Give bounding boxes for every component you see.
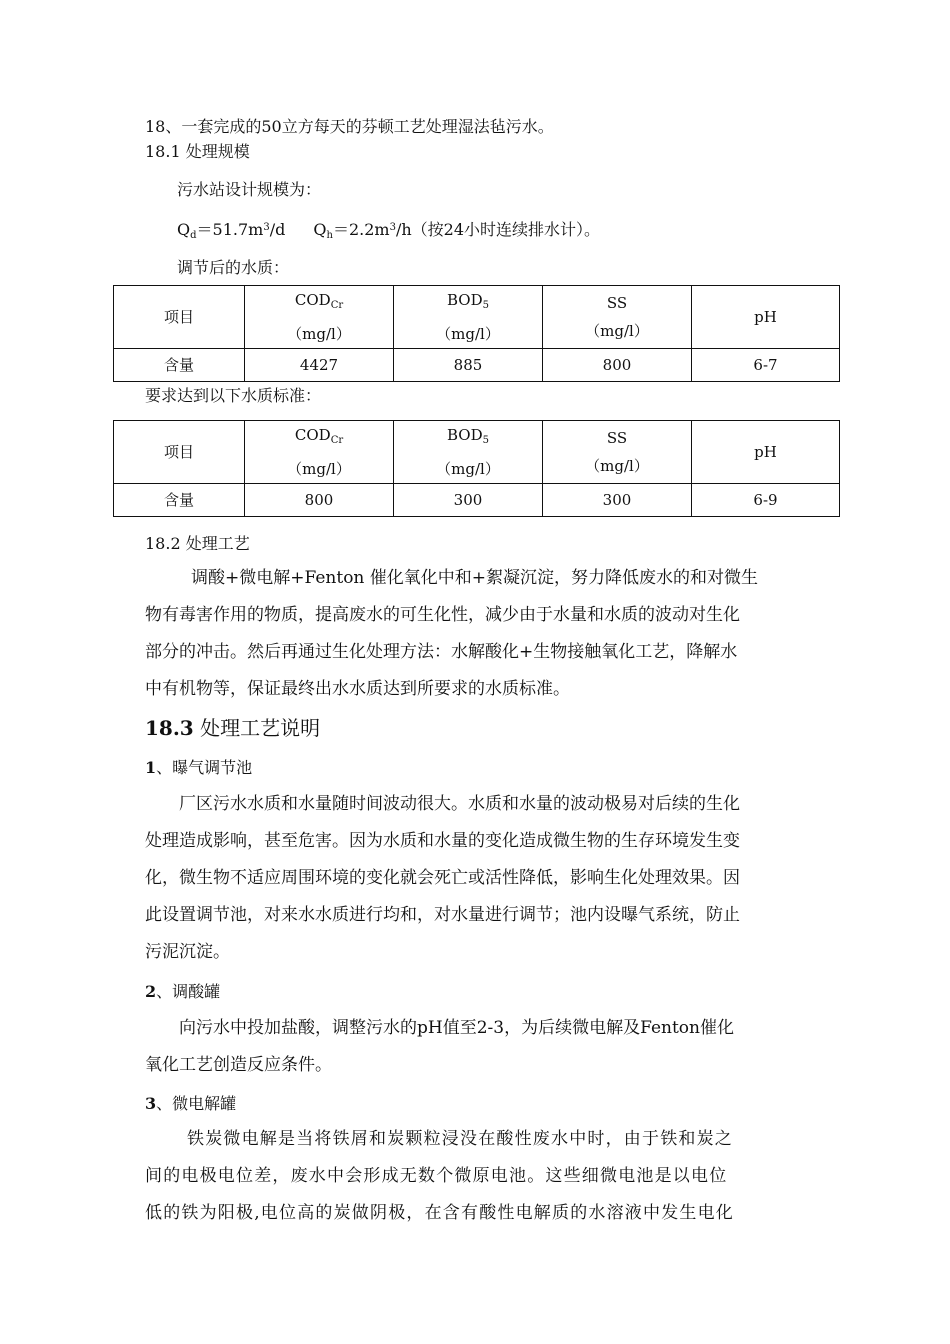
required-standard-label: 要求达到以下水质标准： <box>145 386 322 405</box>
section-18-2-title: 18.2 处理工艺 <box>145 534 250 553</box>
table-header-row <box>114 286 840 349</box>
qh-value: ＝2.2m <box>332 220 390 239</box>
section-18-3-title: 18.3 处理工艺说明 <box>145 716 321 740</box>
adjusted-quality-table <box>113 285 840 382</box>
qh-unit: /h（按24小时连续排水计）。 <box>395 220 600 239</box>
qh-symbol: Q <box>313 220 327 239</box>
header-ss: SS （mg/l） <box>543 421 692 484</box>
qd-subscript: d <box>190 230 197 241</box>
header-ph: pH <box>692 421 840 484</box>
header-item: 项目 <box>114 421 245 484</box>
item-3-title: 3、微电解罐 <box>145 1094 237 1113</box>
paragraph-line: 铁炭微电解是当将铁屑和炭颗粒浸没在酸性废水中时，由于铁和炭之 <box>187 1129 733 1149</box>
header-ss: SS （mg/l） <box>543 286 692 349</box>
value-ss: 300 <box>543 484 692 517</box>
qd-unit: /d <box>269 220 286 239</box>
paragraph-line: 中有机物等，保证最终出水水质达到所要求的水质标准。 <box>145 679 570 699</box>
paragraph-line: 氧化工艺创造反应条件。 <box>145 1055 332 1075</box>
value-ph: 6-9 <box>692 484 840 517</box>
item-2-title: 2、调酸罐 <box>145 982 221 1001</box>
header-item: 项目 <box>114 286 245 349</box>
paragraph-line: 低的铁为阳极,电位高的炭做阴极，在含有酸性电解质的水溶液中发生电化 <box>145 1203 735 1223</box>
paragraph-line: 部分的冲击。然后再通过生化处理方法：水解酸化+生物接触氧化工艺，降解水 <box>145 642 738 662</box>
paragraph-line: 间的电极电位差，废水中会形成无数个微原电池。这些细微电池是以电位 <box>145 1166 728 1186</box>
header-bod: $BOD_5$ （mg/l） <box>394 421 543 484</box>
heading-18: 18、一套完成的50立方每天的芬顿工艺处理湿法毡污水。 <box>145 117 554 136</box>
item-1-paragraph <box>145 786 807 971</box>
paragraph-line: 厂区污水水质和水量随时间波动很大。水质和水量的波动极易对后续的生化 <box>179 794 740 814</box>
value-ph: 6-7 <box>692 349 840 382</box>
flow-formula <box>177 218 600 246</box>
row-label: 含量 <box>114 349 245 382</box>
paragraph-line: 污泥沉淀。 <box>145 942 230 962</box>
row-label: 含量 <box>114 484 245 517</box>
header-ph: pH <box>692 286 840 349</box>
process-paragraph <box>145 560 807 708</box>
qh-subscript: h <box>326 230 333 241</box>
paragraph-line: 此设置调节池，对来水水质进行均和，对水量进行调节；池内设曝气系统，防止 <box>145 905 740 925</box>
table-header-row <box>114 421 840 484</box>
section-18-1-title: 18.1 处理规模 <box>145 142 250 161</box>
adjusted-quality-label: 调节后的水质： <box>177 258 290 277</box>
paragraph-line: 处理造成影响，甚至危害。因为水质和水量的变化造成微生物的生存环境发生变 <box>145 831 740 851</box>
header-cod: $COD_{Cr}$ （mg/l） <box>245 286 394 349</box>
value-cod: 800 <box>245 484 394 517</box>
item-1-title: 1、曝气调节池 <box>145 758 253 777</box>
item-3-paragraph <box>145 1121 807 1232</box>
table-row <box>114 349 840 382</box>
required-standard-table <box>113 420 840 517</box>
qd-symbol: Q <box>177 220 191 239</box>
value-bod: 300 <box>394 484 543 517</box>
design-scale-intro: 污水站设计规模为： <box>177 180 322 199</box>
paragraph-line: 物有毒害作用的物质，提高废水的可生化性，减少由于水量和水质的波动对生化 <box>145 605 740 625</box>
value-ss: 800 <box>543 349 692 382</box>
value-bod: 885 <box>394 349 543 382</box>
table-row <box>114 484 840 517</box>
header-cod: $COD_{Cr}$ （mg/l） <box>245 421 394 484</box>
header-bod: $BOD_5$ （mg/l） <box>394 286 543 349</box>
qh-superscript: 3 <box>389 222 396 233</box>
item-2-paragraph <box>145 1010 807 1084</box>
qd-superscript: 3 <box>263 222 270 233</box>
paragraph-line: 向污水中投加盐酸，调整污水的pH值至2-3，为后续微电解及Fenton催化 <box>179 1018 734 1038</box>
value-cod: 4427 <box>245 349 394 382</box>
paragraph-line: 化，微生物不适应周围环境的变化就会死亡或活性降低，影响生化处理效果。因 <box>145 868 740 888</box>
paragraph-line: 调酸+微电解+Fenton 催化氧化中和+絮凝沉淀，努力降低废水的和对微生 <box>191 568 759 588</box>
qd-value: ＝51.7m <box>196 220 264 239</box>
